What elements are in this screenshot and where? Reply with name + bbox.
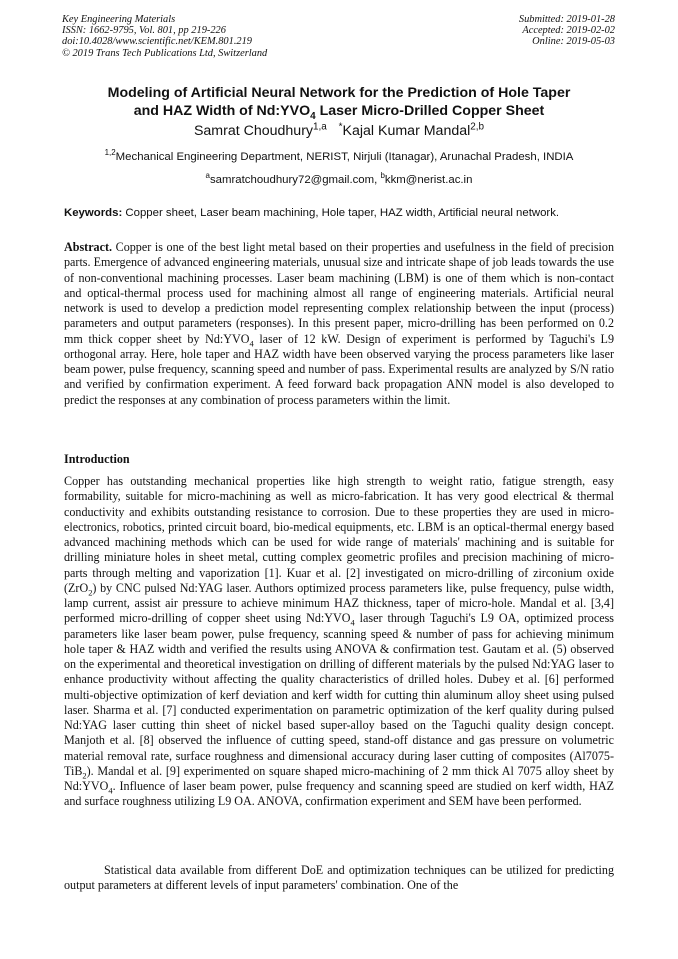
abstract: Abstract. Copper is one of the best light metal based on their properties and usefulness in the field of precision parts. Emergence of advanced engineering materials, unusual size and intricate shape of job leads towards the use of non-conventional machining processes. Laser beam machining (LBM) is one of them which is non-contact and optical-thermal process used for machining almost all range of engineering materials. Artificial neural network is used to develop a prediction model representing complex relationship between the input (process) parameters and output parameters (responses). In this present paper, micro-drilling has been performed on 0.2 mm thick copper sheet by $Nd:YVO_4$ laser of 12 kW. Design of experiment is performed by Taguchi's L9 orthogonal array. Here, hole taper and HAZ width have been observed varying the process parameters like laser beam power, pulse frequency, scanning speed and number of pass. Experimental results are analyzed by S/N ratio and verified by confirmation experiment. A feed forward back propagation ANN model is also developed to predict the responses at any combination of process parameters within the limit. [64,240,614,407]
author-2: Kajal Kumar Mandal [342,123,471,139]
author-1: Samrat Choudhury [193,123,314,139]
paper-title [58,84,620,120]
journal-name: Key Engineering Materials [62,14,176,25]
accepted-date: Accepted: 2019-02-02 [522,25,615,37]
section-heading-introduction: Introduction [64,452,130,466]
keywords-text: Copper sheet, Laser beam machining, Hole taper, HAZ width, Artificial neural network. [122,207,560,219]
affiliation: $^{1,2}$Mechanical Engineering Department, NERIST, Nirjuli (Itanagar), Arunachal Pradesh, INDIA [104,148,574,163]
introduction-paragraph-1: Copper has outstanding mechanical properties like high strength to weight ratio, fatigue strength, easy formability, suitable for micro-machining as well as micro-fabrication. It has very good electrical & thermal conductivity and exhibits outstanding resistance to corrosion. Due to these properties they are used in micro-electronics, robotics, printed circuit board, bio-medical equipments, etc. LBM is an optical-thermal energy based advanced machining methods which can be used for wide range of materials' machining and is suitable for drilling miniature holes in sheet metal, cutting complex geometric profiles and precision machining of micro-parts through melting and vaporization [1]. Kuar et al. [2] investigated on micro-drilling of zirconium oxide (ZrO$_2$) by CNC pulsed Nd:YAG laser. Authors optimized process parameters like, pulse frequency, pulse width, lamp current, assist air pressure to achieve minimum HAZ thickness, taper of micro-hole. Mandal et al. [3,4] performed micro-drilling of copper sheet using $Nd:YVO_4$ laser through Taguchi's L9 OA, optimized process parameters like laser beam power, pulse frequency, scanning speed & number of pass for achieving minimum hole taper & HAZ width and verified the results using ANOVA & confirmation test. Gautam et al. (5) observed on the experimental and theoretical investigation on drilling of different materials by the pulsed Nd:YAG laser to enhance productivity without affecting the quality characteristics of drilled holes. Dubey et al. [6] performed multi-objective optimization of kerf deviation and kerf width for cutting thin aluminum alloy sheet using pulsed laser. Sharma et al. [7] conducted experimentation on parametric optimization of the kerf quality during pulsed Nd:YAG laser cutting thin sheet of nickel based super-alloy based on the Taguchi quality design concept. Manjoth et al. [8] observed the influence of cutting speed, stand-off distance and gas pressure on volumetric material removal rate, surface roughness and dimensional accuracy during laser cutting of composites (Al7075-TiB$_2$). Mandal et al. [9] experimented on square shaped micro-machining of 2 mm thick Al 7075 alloy sheet by $Nd:YVO_4$. Influence of laser beam power, pulse frequency and scanning speed are studied on kerf width, HAZ and surface roughness utilizing L9 OA. ANOVA, confirmation experiment and SEM have been performed. [64,474,614,809]
email-a: samratchoudhury72@gmail.com, [209,174,381,186]
author-emails: $^a$samratchoudhury72@gmail.com, $^b$kkm@nerist.ac.in [205,171,473,186]
journal-doi: doi:10.4028/www.scientific.net/KEM.801.219 [62,36,252,48]
abstract-label: Abstract. [64,240,113,254]
title-line-2: and HAZ Width of $Nd:YVO_4$ Laser Micro-Drilled Copper Sheet [133,103,545,122]
authors-line [58,122,620,140]
title-line-1: Modeling of Artificial Neural Network for the Prediction of Hole Taper [107,85,571,101]
email-b: kkm@nerist.ac.in [384,174,473,186]
dates-header [395,14,615,48]
introduction-paragraph-2: Statistical data available from different DoE and optimization techniques can be utilized for predicting output parameters at different levels of input parameters' combination. One of the [64,863,614,893]
journal-header [62,14,362,59]
keywords-label: Keywords: [64,207,123,219]
keywords [64,206,624,220]
journal-copyright: © 2019 Trans Tech Publications Ltd, Switzerland [62,47,268,59]
author-1-affil: 1,a [313,121,327,133]
online-date: Online: 2019-05-03 [532,36,615,48]
journal-issn: ISSN: 1662-9795, Vol. 801, pp 219-226 [62,25,226,37]
author-2-affil: 2,b [470,121,485,133]
corresponding-mark: * [338,121,343,133]
submitted-date: Submitted: 2019-01-28 [518,14,615,25]
